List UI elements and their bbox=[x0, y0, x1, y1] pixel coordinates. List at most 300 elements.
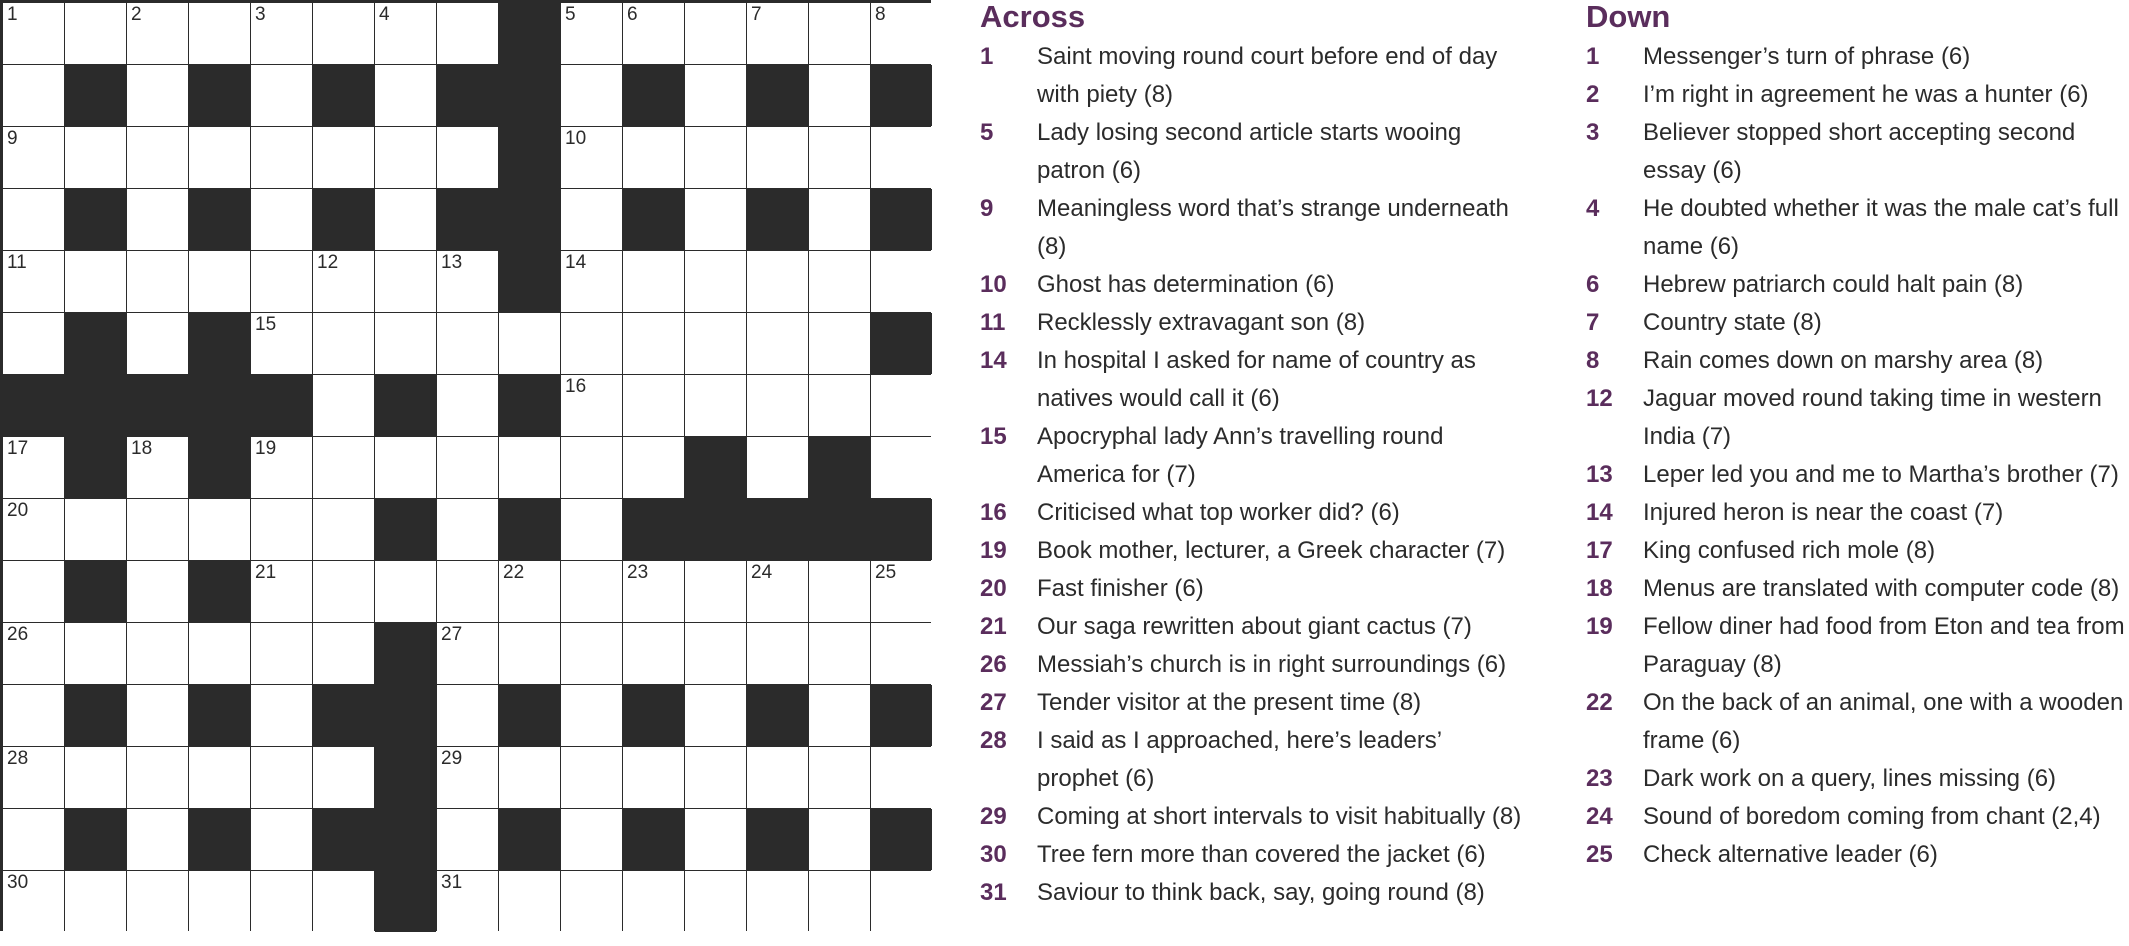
black-cell bbox=[499, 189, 560, 250]
black-cell bbox=[375, 871, 436, 932]
clue-text: Believer stopped short accepting second essay (6) bbox=[1643, 119, 2076, 184]
across-clues bbox=[980, 0, 1525, 912]
grid-cell[interactable] bbox=[809, 313, 870, 374]
grid-cell[interactable] bbox=[189, 623, 250, 684]
down-clue[interactable] bbox=[1586, 380, 2129, 456]
down-clue[interactable] bbox=[1586, 304, 2129, 342]
grid-cell[interactable] bbox=[499, 313, 560, 374]
grid-cell[interactable] bbox=[871, 437, 932, 498]
black-cell bbox=[623, 189, 684, 250]
down-clue[interactable] bbox=[1586, 570, 2129, 608]
grid-cell[interactable] bbox=[251, 685, 312, 746]
across-heading: Across bbox=[980, 0, 1086, 34]
grid-cell[interactable] bbox=[437, 747, 498, 808]
down-clue[interactable] bbox=[1586, 266, 2129, 304]
across-clue[interactable] bbox=[980, 190, 1525, 266]
grid-cell[interactable] bbox=[313, 251, 374, 312]
clue-text: Recklessly extravagant son (8) bbox=[1037, 309, 1366, 336]
grid-cell[interactable] bbox=[871, 561, 932, 622]
grid-cell[interactable] bbox=[127, 809, 188, 870]
grid-cell[interactable] bbox=[809, 809, 870, 870]
across-clue[interactable] bbox=[980, 304, 1525, 342]
clue-number: 4 bbox=[1586, 195, 1600, 222]
grid-cell[interactable] bbox=[375, 313, 436, 374]
grid-cell[interactable] bbox=[189, 251, 250, 312]
grid-cell[interactable] bbox=[3, 871, 64, 932]
grid-cell[interactable] bbox=[251, 623, 312, 684]
grid-cell[interactable] bbox=[375, 65, 436, 126]
grid-cell[interactable] bbox=[127, 251, 188, 312]
grid-cell[interactable] bbox=[251, 871, 312, 932]
grid-cell[interactable] bbox=[747, 623, 808, 684]
clue-number: 18 bbox=[1586, 575, 1613, 602]
grid-cell[interactable] bbox=[623, 437, 684, 498]
cell-number: 31 bbox=[441, 872, 463, 893]
clue-text: Rain comes down on marshy area (8) bbox=[1643, 347, 2044, 374]
grid-cell[interactable] bbox=[127, 65, 188, 126]
grid-cell[interactable] bbox=[251, 251, 312, 312]
across-clue[interactable] bbox=[980, 342, 1525, 418]
clue-text: Hebrew patriarch could halt pain (8) bbox=[1643, 271, 2024, 298]
black-cell bbox=[189, 561, 250, 622]
grid-cell[interactable] bbox=[3, 189, 64, 250]
clue-number: 16 bbox=[980, 499, 1007, 526]
down-clue[interactable] bbox=[1586, 190, 2129, 266]
grid-cell[interactable] bbox=[685, 65, 746, 126]
cell-number: 29 bbox=[441, 748, 463, 769]
grid-cell[interactable] bbox=[561, 437, 622, 498]
cell-number: 28 bbox=[7, 748, 29, 769]
grid-cell[interactable] bbox=[3, 809, 64, 870]
grid-cell[interactable] bbox=[747, 375, 808, 436]
grid-cell[interactable] bbox=[65, 3, 126, 64]
grid-cell[interactable] bbox=[65, 747, 126, 808]
grid-cell[interactable] bbox=[747, 747, 808, 808]
grid-cell[interactable] bbox=[871, 3, 932, 64]
grid-cell[interactable] bbox=[127, 561, 188, 622]
clue-number: 28 bbox=[980, 727, 1007, 754]
grid-cell[interactable] bbox=[251, 747, 312, 808]
grid-cell[interactable] bbox=[809, 375, 870, 436]
clue-number: 31 bbox=[980, 879, 1007, 906]
down-clue[interactable] bbox=[1586, 836, 2129, 874]
grid-cell[interactable] bbox=[809, 65, 870, 126]
cell-number: 25 bbox=[875, 562, 897, 583]
grid-cell[interactable] bbox=[313, 3, 374, 64]
grid-cell[interactable] bbox=[685, 251, 746, 312]
down-clue[interactable] bbox=[1586, 456, 2129, 494]
black-cell bbox=[437, 65, 498, 126]
grid-cell[interactable] bbox=[127, 127, 188, 188]
clue-text: Lady losing second article starts wooing patron (6) bbox=[1037, 119, 1462, 184]
clue-text: Apocryphal lady Ann’s travelling round America for (7) bbox=[1037, 423, 1444, 488]
clue-text: Check alternative leader (6) bbox=[1643, 841, 1938, 868]
grid-cell[interactable] bbox=[809, 747, 870, 808]
clue-text: Sound of boredom coming from chant (2,4) bbox=[1643, 803, 2101, 830]
grid-cell[interactable] bbox=[623, 623, 684, 684]
grid-cell[interactable] bbox=[561, 251, 622, 312]
grid-cell[interactable] bbox=[3, 251, 64, 312]
grid-cell[interactable] bbox=[871, 375, 932, 436]
black-cell bbox=[437, 189, 498, 250]
cell-number: 20 bbox=[7, 500, 29, 521]
grid-cell[interactable] bbox=[561, 3, 622, 64]
cell-number: 1 bbox=[7, 4, 18, 25]
grid-cell[interactable] bbox=[189, 871, 250, 932]
black-cell bbox=[313, 685, 374, 746]
across-clue[interactable] bbox=[980, 114, 1525, 190]
black-cell bbox=[189, 437, 250, 498]
grid-cell[interactable] bbox=[313, 623, 374, 684]
clue-number: 1 bbox=[980, 43, 994, 70]
grid-cell[interactable] bbox=[685, 127, 746, 188]
down-clue[interactable] bbox=[1586, 494, 2129, 532]
cell-number: 12 bbox=[317, 252, 339, 273]
cell-number: 11 bbox=[7, 252, 27, 273]
grid-cell[interactable] bbox=[251, 437, 312, 498]
grid-cell[interactable] bbox=[437, 127, 498, 188]
grid-cell[interactable] bbox=[437, 871, 498, 932]
black-cell bbox=[65, 685, 126, 746]
grid-cell[interactable] bbox=[685, 623, 746, 684]
down-clue[interactable] bbox=[1586, 76, 2129, 114]
grid-cell[interactable] bbox=[437, 561, 498, 622]
cell-number: 14 bbox=[565, 252, 587, 273]
grid-cell[interactable] bbox=[499, 561, 560, 622]
grid-cell[interactable] bbox=[251, 313, 312, 374]
black-cell bbox=[499, 685, 560, 746]
grid-cell[interactable] bbox=[375, 561, 436, 622]
grid-cell[interactable] bbox=[3, 561, 64, 622]
grid-cell[interactable] bbox=[871, 747, 932, 808]
across-clue[interactable] bbox=[980, 532, 1525, 570]
grid-cell[interactable] bbox=[375, 251, 436, 312]
clue-text: Menus are translated with computer code (8) bbox=[1643, 575, 2120, 602]
clue-number: 9 bbox=[980, 195, 994, 222]
grid-cell[interactable] bbox=[809, 561, 870, 622]
cell-number: 16 bbox=[565, 376, 587, 397]
grid-cell[interactable] bbox=[561, 189, 622, 250]
grid-cell[interactable] bbox=[3, 127, 64, 188]
grid-cell[interactable] bbox=[313, 375, 374, 436]
down-clue[interactable] bbox=[1586, 114, 2129, 190]
grid-cell[interactable] bbox=[623, 747, 684, 808]
grid-cell[interactable] bbox=[685, 561, 746, 622]
down-heading: Down bbox=[1586, 0, 1671, 34]
grid-cell[interactable] bbox=[685, 375, 746, 436]
down-clue[interactable] bbox=[1586, 342, 2129, 380]
grid-cell[interactable] bbox=[747, 871, 808, 932]
grid-cell[interactable] bbox=[127, 623, 188, 684]
grid-cell[interactable] bbox=[375, 189, 436, 250]
clue-text: Injured heron is near the coast (7) bbox=[1643, 499, 2004, 526]
grid-cell[interactable] bbox=[313, 871, 374, 932]
grid-cell[interactable] bbox=[623, 375, 684, 436]
clue-number: 19 bbox=[1586, 613, 1613, 640]
clue-text: He doubted whether it was the male cat’s full name (6) bbox=[1643, 195, 2119, 260]
across-clue[interactable] bbox=[980, 874, 1525, 912]
clue-number: 23 bbox=[1586, 765, 1613, 792]
black-cell bbox=[871, 685, 932, 746]
clue-number: 8 bbox=[1586, 347, 1600, 374]
down-clue-list bbox=[1586, 38, 2129, 874]
grid-cell[interactable] bbox=[871, 871, 932, 932]
clue-text: On the back of an animal, one with a wooden frame (6) bbox=[1643, 689, 2124, 754]
grid-cell[interactable] bbox=[127, 747, 188, 808]
across-clue[interactable] bbox=[980, 722, 1525, 798]
grid-cell[interactable] bbox=[809, 189, 870, 250]
cell-number: 10 bbox=[565, 128, 587, 149]
grid-cell[interactable] bbox=[561, 623, 622, 684]
grid-cell[interactable] bbox=[3, 437, 64, 498]
cell-number: 5 bbox=[565, 4, 576, 25]
grid-cell[interactable] bbox=[189, 127, 250, 188]
cell-number: 4 bbox=[379, 4, 390, 25]
cell-number: 15 bbox=[255, 314, 277, 335]
grid-cell[interactable] bbox=[561, 313, 622, 374]
grid-cell[interactable] bbox=[623, 871, 684, 932]
across-clue[interactable] bbox=[980, 570, 1525, 608]
black-cell bbox=[747, 189, 808, 250]
grid-cell[interactable] bbox=[747, 561, 808, 622]
grid-cell[interactable] bbox=[251, 189, 312, 250]
clue-number: 14 bbox=[1586, 499, 1613, 526]
cell-number: 8 bbox=[875, 4, 886, 25]
black-cell bbox=[375, 499, 436, 560]
black-cell bbox=[499, 127, 560, 188]
black-cell bbox=[65, 65, 126, 126]
grid-cell[interactable] bbox=[561, 747, 622, 808]
black-cell bbox=[499, 3, 560, 64]
across-clue[interactable] bbox=[980, 418, 1525, 494]
clue-text: Book mother, lecturer, a Greek character (7) bbox=[1037, 537, 1506, 564]
grid-cell[interactable] bbox=[375, 3, 436, 64]
grid-cell[interactable] bbox=[561, 65, 622, 126]
grid-cell[interactable] bbox=[127, 189, 188, 250]
down-clue[interactable] bbox=[1586, 532, 2129, 570]
down-clue[interactable] bbox=[1586, 798, 2129, 836]
black-cell bbox=[375, 809, 436, 870]
grid-cell[interactable] bbox=[437, 499, 498, 560]
grid-cell[interactable] bbox=[685, 871, 746, 932]
across-clue[interactable] bbox=[980, 684, 1525, 722]
grid-cell[interactable] bbox=[561, 127, 622, 188]
black-cell bbox=[499, 809, 560, 870]
black-cell bbox=[127, 375, 188, 436]
grid-cell[interactable] bbox=[437, 437, 498, 498]
down-clue[interactable] bbox=[1586, 760, 2129, 798]
clue-text: King confused rich mole (8) bbox=[1643, 537, 1936, 564]
grid-cell[interactable] bbox=[685, 3, 746, 64]
grid-cell[interactable] bbox=[747, 313, 808, 374]
grid-cell[interactable] bbox=[65, 251, 126, 312]
grid-cell[interactable] bbox=[685, 313, 746, 374]
across-clue[interactable] bbox=[980, 646, 1525, 684]
clue-text: Meaningless word that’s strange underneath (8) bbox=[1037, 195, 1509, 260]
grid-cell[interactable] bbox=[437, 375, 498, 436]
grid-cell[interactable] bbox=[561, 499, 622, 560]
grid-cell[interactable] bbox=[65, 871, 126, 932]
grid-cell[interactable] bbox=[871, 623, 932, 684]
black-cell bbox=[623, 65, 684, 126]
black-cell bbox=[747, 809, 808, 870]
clue-number: 10 bbox=[980, 271, 1007, 298]
grid-cell[interactable] bbox=[3, 685, 64, 746]
grid-cell[interactable] bbox=[747, 437, 808, 498]
black-cell bbox=[313, 809, 374, 870]
grid-cell[interactable] bbox=[561, 561, 622, 622]
grid-cell[interactable] bbox=[747, 251, 808, 312]
grid-cell[interactable] bbox=[809, 3, 870, 64]
grid-cell[interactable] bbox=[809, 871, 870, 932]
grid-cell[interactable] bbox=[3, 3, 64, 64]
cell-number: 13 bbox=[441, 252, 463, 273]
across-clue[interactable] bbox=[980, 836, 1525, 874]
grid-cell[interactable] bbox=[809, 685, 870, 746]
grid-cell[interactable] bbox=[127, 871, 188, 932]
cell-number: 7 bbox=[751, 4, 762, 25]
grid-cell[interactable] bbox=[375, 127, 436, 188]
grid-cell[interactable] bbox=[437, 809, 498, 870]
clue-text: Fellow diner had food from Eton and tea from Paraguay (8) bbox=[1643, 613, 2125, 678]
grid-cell[interactable] bbox=[3, 623, 64, 684]
grid-cell[interactable] bbox=[127, 685, 188, 746]
grid-cell[interactable] bbox=[251, 809, 312, 870]
clue-number: 27 bbox=[980, 689, 1007, 716]
black-cell bbox=[871, 313, 932, 374]
grid-cell[interactable] bbox=[499, 747, 560, 808]
grid-cell[interactable] bbox=[623, 251, 684, 312]
cell-number: 18 bbox=[131, 438, 153, 459]
grid-cell[interactable] bbox=[685, 189, 746, 250]
clue-number: 20 bbox=[980, 575, 1007, 602]
grid-cell[interactable] bbox=[313, 127, 374, 188]
black-cell bbox=[623, 809, 684, 870]
grid-cell[interactable] bbox=[747, 3, 808, 64]
down-clue[interactable] bbox=[1586, 38, 2129, 76]
across-clue[interactable] bbox=[980, 266, 1525, 304]
grid-cell[interactable] bbox=[251, 499, 312, 560]
grid-cell[interactable] bbox=[251, 3, 312, 64]
grid-cell[interactable] bbox=[313, 499, 374, 560]
grid-cell[interactable] bbox=[127, 313, 188, 374]
grid-cell[interactable] bbox=[437, 3, 498, 64]
grid-cell[interactable] bbox=[499, 623, 560, 684]
grid-cell[interactable] bbox=[189, 747, 250, 808]
black-cell bbox=[685, 437, 746, 498]
clue-number: 21 bbox=[980, 613, 1007, 640]
grid-cell[interactable] bbox=[65, 127, 126, 188]
black-cell bbox=[747, 499, 808, 560]
grid-cell[interactable] bbox=[251, 65, 312, 126]
grid-cell[interactable] bbox=[561, 809, 622, 870]
across-clue[interactable] bbox=[980, 798, 1525, 836]
black-cell bbox=[871, 65, 932, 126]
grid-cell[interactable] bbox=[375, 437, 436, 498]
clue-number: 24 bbox=[1586, 803, 1613, 830]
clue-text: Tree fern more than covered the jacket (6) bbox=[1037, 841, 1486, 868]
grid-cell[interactable] bbox=[685, 809, 746, 870]
across-clue-list bbox=[980, 38, 1525, 912]
black-cell bbox=[499, 251, 560, 312]
grid-cell[interactable] bbox=[3, 65, 64, 126]
clue-number: 2 bbox=[1586, 81, 1600, 108]
grid-cell[interactable] bbox=[313, 437, 374, 498]
grid-cell[interactable] bbox=[561, 685, 622, 746]
grid-cell[interactable] bbox=[251, 561, 312, 622]
clue-number: 22 bbox=[1586, 689, 1613, 716]
across-clue[interactable] bbox=[980, 38, 1525, 114]
grid-cell[interactable] bbox=[809, 623, 870, 684]
clue-number: 19 bbox=[980, 537, 1007, 564]
grid-cell[interactable] bbox=[561, 871, 622, 932]
clue-text: Messenger’s turn of phrase (6) bbox=[1643, 43, 1971, 70]
grid-cell[interactable] bbox=[809, 251, 870, 312]
black-cell bbox=[189, 809, 250, 870]
grid-cell[interactable] bbox=[499, 871, 560, 932]
grid-cell[interactable] bbox=[437, 251, 498, 312]
clue-text: Tender visitor at the present time (8) bbox=[1037, 689, 1422, 716]
black-cell bbox=[809, 437, 870, 498]
grid-cell[interactable] bbox=[437, 685, 498, 746]
grid-cell[interactable] bbox=[561, 375, 622, 436]
grid-cell[interactable] bbox=[3, 747, 64, 808]
grid-cell[interactable] bbox=[313, 747, 374, 808]
grid-cell[interactable] bbox=[809, 127, 870, 188]
black-cell bbox=[65, 313, 126, 374]
grid-cell[interactable] bbox=[3, 499, 64, 560]
grid-cell[interactable] bbox=[65, 623, 126, 684]
cell-number: 27 bbox=[441, 624, 463, 645]
black-cell bbox=[189, 65, 250, 126]
grid-cell[interactable] bbox=[437, 623, 498, 684]
grid-cell[interactable] bbox=[623, 561, 684, 622]
grid-cell[interactable] bbox=[127, 3, 188, 64]
grid-cell[interactable] bbox=[3, 313, 64, 374]
black-cell bbox=[65, 375, 126, 436]
grid-cell[interactable] bbox=[251, 127, 312, 188]
grid-cell[interactable] bbox=[127, 499, 188, 560]
down-clue[interactable] bbox=[1586, 684, 2129, 760]
grid-cell[interactable] bbox=[871, 127, 932, 188]
grid-cell[interactable] bbox=[313, 313, 374, 374]
grid-cell[interactable] bbox=[313, 561, 374, 622]
cell-number: 26 bbox=[7, 624, 29, 645]
clue-number: 11 bbox=[980, 309, 1006, 336]
grid-cell[interactable] bbox=[127, 437, 188, 498]
grid-cell[interactable] bbox=[685, 685, 746, 746]
black-cell bbox=[871, 189, 932, 250]
grid-cell[interactable] bbox=[189, 3, 250, 64]
across-clue[interactable] bbox=[980, 494, 1525, 532]
grid-cell[interactable] bbox=[623, 127, 684, 188]
grid-cell[interactable] bbox=[499, 437, 560, 498]
grid-cell[interactable] bbox=[623, 3, 684, 64]
across-clue[interactable] bbox=[980, 608, 1525, 646]
clue-number: 25 bbox=[1586, 841, 1613, 868]
grid-cell[interactable] bbox=[189, 499, 250, 560]
black-cell bbox=[3, 375, 64, 436]
grid-cell[interactable] bbox=[685, 747, 746, 808]
grid-cell[interactable] bbox=[623, 313, 684, 374]
down-clue[interactable] bbox=[1586, 608, 2129, 684]
grid-cell[interactable] bbox=[871, 251, 932, 312]
black-cell bbox=[747, 65, 808, 126]
grid-cell[interactable] bbox=[437, 313, 498, 374]
clue-text: Coming at short intervals to visit habitually (8) bbox=[1037, 803, 1522, 830]
grid-cell[interactable] bbox=[65, 499, 126, 560]
grid-cell[interactable] bbox=[747, 127, 808, 188]
